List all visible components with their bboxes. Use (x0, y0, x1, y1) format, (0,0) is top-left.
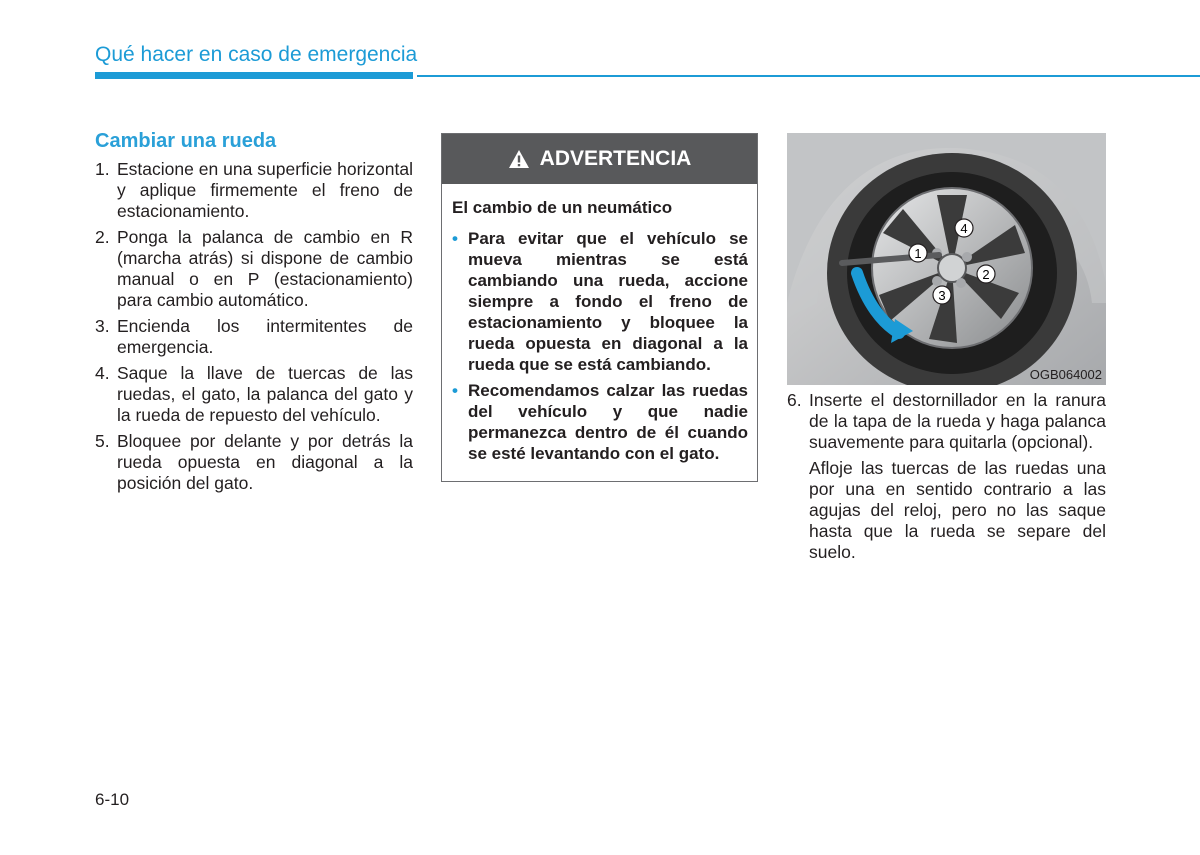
page-number: 6-10 (95, 790, 130, 809)
step-number: 6. (787, 390, 802, 410)
wheel-illustration (787, 133, 1106, 385)
warning-list (452, 228, 748, 464)
callout-label-3: 3 (938, 288, 946, 303)
list-item (95, 363, 413, 426)
section-title: Cambiar una rueda (95, 130, 277, 152)
list-item (95, 227, 413, 311)
warning-subtitle: El cambio de un neumático (452, 198, 673, 217)
warning-body (442, 184, 757, 464)
step-number: 1. (95, 159, 110, 179)
header-rule-thin (417, 75, 1200, 77)
bullet-icon: • (452, 381, 458, 400)
step-number: 3. (95, 316, 110, 336)
wheel-drawing (787, 133, 1106, 385)
step-text: Encienda los intermitentes de emergencia. (117, 316, 413, 357)
warning-item-text: Para evitar que el vehículo se mueva mientras se está cambiando una rueda, accione siempre a fondo el freno de estacionamiento y bloquee la rueda opuesta en diagonal a la rueda que se está cambiando. (468, 229, 748, 374)
step-number: 4. (95, 363, 110, 383)
warning-item-text: Recomendamos calzar las ruedas del vehículo y que nadie permanezca dentro de él cuando se esté levantando con el gato. (468, 381, 748, 463)
header-rule-thick (95, 72, 413, 79)
list-item (95, 316, 413, 358)
bullet-icon: • (452, 229, 458, 248)
list-item (452, 380, 748, 464)
warning-header (442, 134, 757, 184)
warning-box (441, 133, 758, 482)
step6-column (787, 390, 1106, 563)
step-text: Ponga la palanca de cambio en R (marcha atrás) si dispone de cambio manual o en P (estacionamiento) para cambio automático. (117, 227, 413, 310)
step-number: 2. (95, 227, 110, 247)
list-item (452, 228, 748, 375)
callout-label-4: 4 (960, 221, 968, 236)
steps-list (95, 159, 413, 494)
step-paragraph: Afloje las tuercas de las ruedas una por una en sentido contrario a las agujas del reloj, pero no las saque hasta que la rueda se separe del suelo. (809, 458, 1106, 562)
step-number: 5. (95, 431, 110, 451)
warning-triangle-icon (508, 149, 530, 169)
step-text: Inserte el destornillador en la ranura de la tapa de la rueda y haga palanca suavemente para quitarla (opcional). (809, 390, 1106, 452)
list-item (95, 431, 413, 494)
step-text: Bloquee por delante y por detrás la rueda opuesta en diagonal a la posición del gato. (117, 431, 413, 493)
step-text: Estacione en una superficie horizontal y aplique firmemente el freno de estacionamiento. (117, 159, 413, 221)
figure-code: OGB064002 (1029, 367, 1102, 382)
callout-label-1: 1 (914, 246, 922, 261)
page-header-title: Qué hacer en caso de emergencia (95, 43, 418, 66)
step-text: Saque la llave de tuercas de las ruedas, el gato, la palanca del gato y la rueda de repuesto del vehículo. (117, 363, 413, 425)
warning-heading: ADVERTENCIA (539, 147, 692, 170)
instructions-column (95, 130, 413, 499)
list-item (95, 159, 413, 222)
callout-label-2: 2 (982, 267, 990, 282)
list-item (787, 390, 1106, 453)
